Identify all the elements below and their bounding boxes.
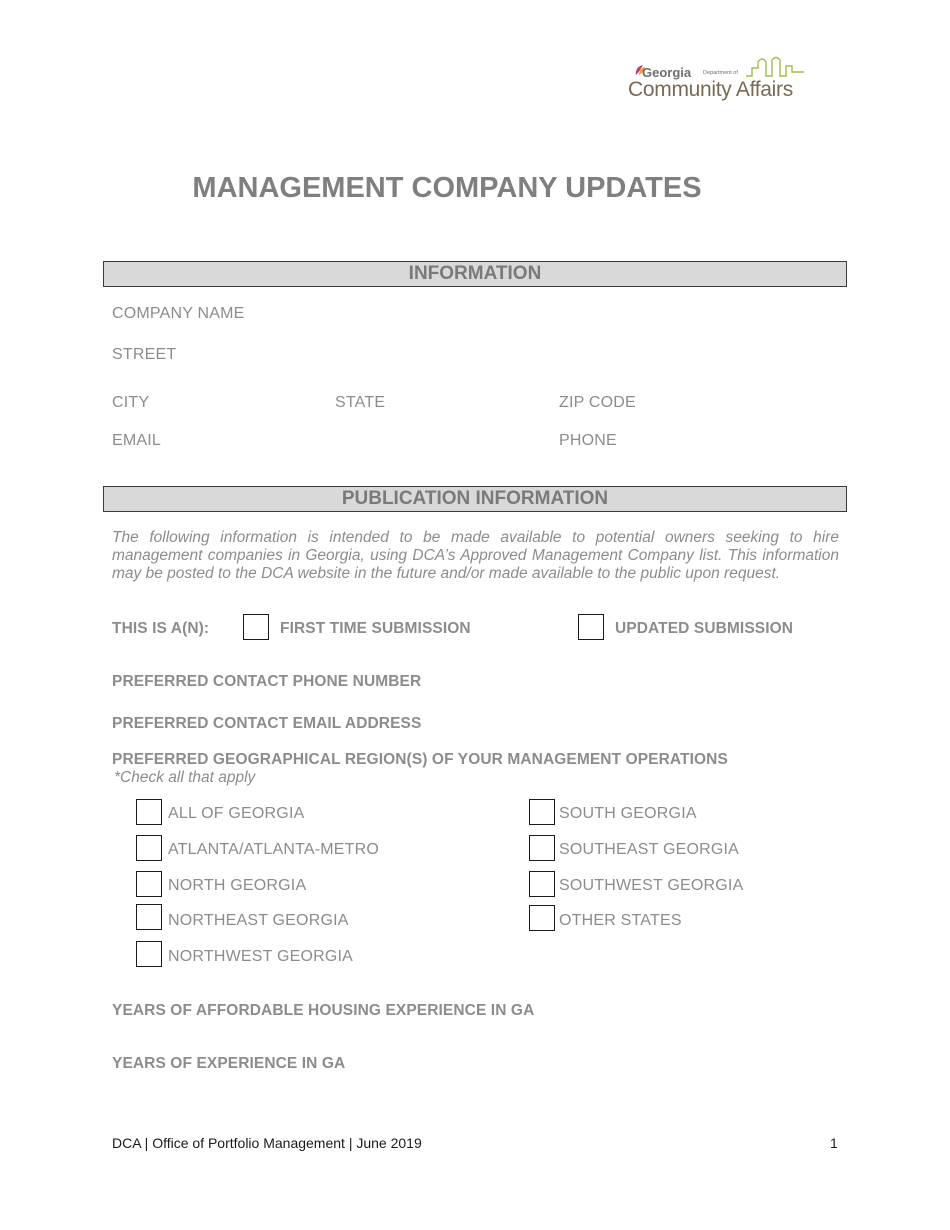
preferred-contact-phone-label: PREFERRED CONTACT PHONE NUMBER	[112, 673, 422, 690]
region-label: NORTHEAST GEORGIA	[168, 912, 349, 929]
region-label: NORTHWEST GEORGIA	[168, 948, 354, 965]
street-label: STREET	[112, 346, 177, 363]
page-number: 1	[830, 1135, 838, 1151]
dca-logo	[628, 56, 808, 106]
region-other-states-checkbox[interactable]	[529, 905, 555, 931]
email-label: EMAIL	[112, 432, 162, 449]
region-label: SOUTH GEORGIA	[559, 805, 697, 822]
regions-heading: PREFERRED GEOGRAPHICAL REGION(S) OF YOUR MANAGEMENT OPERATIONS	[112, 751, 728, 768]
region-northeast-georgia-checkbox[interactable]	[136, 904, 162, 930]
region-southwest-georgia-checkbox[interactable]	[529, 871, 555, 897]
region-label: SOUTHEAST GEORGIA	[559, 841, 740, 858]
information-header: INFORMATION	[103, 261, 847, 287]
logo-georgia-text: Georgia	[642, 65, 692, 80]
years-experience-label: YEARS OF EXPERIENCE IN GA	[112, 1055, 346, 1072]
page-title: MANAGEMENT COMPANY UPDATES	[192, 172, 702, 204]
state-label: STATE	[335, 394, 386, 411]
logo-dept-text: Department of	[703, 70, 738, 76]
publication-information-header: PUBLICATION INFORMATION	[103, 486, 847, 512]
updated-submission-checkbox[interactable]	[578, 614, 604, 640]
first-time-submission-checkbox[interactable]	[243, 614, 269, 640]
publication-intro-text: The following information is intended to be made available to potential owners seeking to hire management companies in Georgia, using DCA’s Approved Management Company list. This information may be posted to the DCA website in the future and/or made available to the public upon request.	[112, 529, 839, 582]
region-atlanta-metro-checkbox[interactable]	[136, 835, 162, 861]
zip-code-label: ZIP CODE	[559, 394, 636, 411]
city-label: CITY	[112, 394, 150, 411]
logo-community-affairs-text: Community Affairs	[628, 78, 793, 101]
region-label: ATLANTA/ATLANTA-METRO	[168, 841, 380, 858]
region-all-of-georgia-checkbox[interactable]	[136, 799, 162, 825]
region-north-georgia-checkbox[interactable]	[136, 871, 162, 897]
updated-submission-label: UPDATED SUBMISSION	[615, 620, 794, 637]
preferred-contact-email-label: PREFERRED CONTACT EMAIL ADDRESS	[112, 715, 422, 732]
region-label: OTHER STATES	[559, 912, 682, 929]
years-affordable-housing-label: YEARS OF AFFORDABLE HOUSING EXPERIENCE IN GA	[112, 1002, 535, 1019]
region-south-georgia-checkbox[interactable]	[529, 799, 555, 825]
phone-label: PHONE	[559, 432, 617, 449]
region-label: SOUTHWEST GEORGIA	[559, 877, 744, 894]
skyline-icon	[746, 56, 804, 78]
region-northwest-georgia-checkbox[interactable]	[136, 941, 162, 967]
region-label: NORTH GEORGIA	[168, 877, 307, 894]
this-is-label: THIS IS A(N):	[112, 620, 210, 637]
region-southeast-georgia-checkbox[interactable]	[529, 835, 555, 861]
footer-text: DCA | Office of Portfolio Management | June 2019	[112, 1135, 422, 1151]
regions-note: *Check all that apply	[114, 769, 256, 786]
first-time-submission-label: FIRST TIME SUBMISSION	[280, 620, 471, 637]
region-label: ALL OF GEORGIA	[168, 805, 305, 822]
company-name-label: COMPANY NAME	[112, 305, 245, 322]
